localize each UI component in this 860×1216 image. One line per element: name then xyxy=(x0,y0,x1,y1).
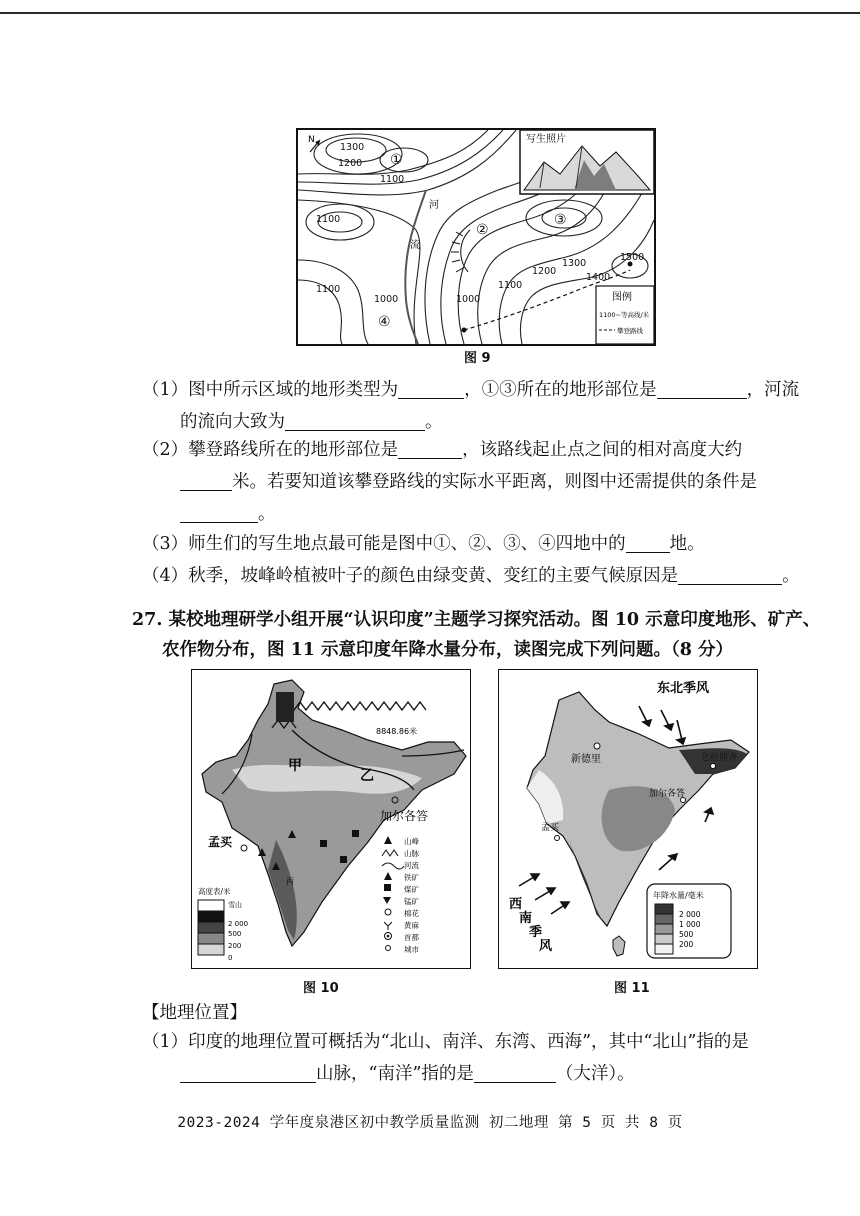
svg-text:河流: 河流 xyxy=(404,861,419,870)
route-start-point xyxy=(462,328,467,333)
q26-4-line xyxy=(142,559,800,593)
region-yi-label: 乙 xyxy=(360,768,374,784)
q26-2-line2 xyxy=(180,465,757,499)
q26-4-text-a: （4）秋季，坡峰岭植被叶子的颜色由绿变黄、变红的主要气候原因是 xyxy=(142,566,679,586)
svg-text:棉花: 棉花 xyxy=(404,909,419,918)
q26-4-text-b: 。 xyxy=(782,566,800,586)
svg-text:1000: 1000 xyxy=(374,294,399,305)
ne-monsoon-label: 东北季风 xyxy=(657,681,710,696)
legend-title: 图例 xyxy=(612,292,632,303)
figure-11-caption: 图 11 xyxy=(614,981,650,996)
sketch-photo-inset xyxy=(520,130,654,194)
svg-text:500: 500 xyxy=(679,930,694,939)
cotton-symbol-icon xyxy=(385,909,391,915)
svg-text:1100: 1100 xyxy=(498,280,523,291)
svg-text:风: 风 xyxy=(539,939,553,954)
kolkata-label: 加尔各答 xyxy=(380,809,429,823)
fig9-legend xyxy=(596,286,654,344)
svg-text:1300: 1300 xyxy=(562,258,587,269)
figure-10-caption: 图 10 xyxy=(303,981,339,996)
q27-1-text-b: 山脉，“南洋”指的是 xyxy=(316,1064,474,1084)
q27-1-text-a: （1）印度的地理位置可概括为“北山、南洋、东湾、西海”，其中“北山”指的是 xyxy=(142,1032,749,1052)
section-title: 【地理位置】 xyxy=(142,1003,247,1023)
q26-2-text-a: （2）攀登路线所在的地形部位是 xyxy=(142,440,399,460)
q26-3-text-a: （3）师生们的写生地点最可能是图中①、②、③、④四地中的 xyxy=(142,534,626,554)
svg-text:季: 季 xyxy=(529,925,543,940)
north-label: N xyxy=(308,135,315,145)
new-delhi-label: 新德里 xyxy=(571,754,601,765)
symbol-legend xyxy=(382,836,419,954)
q26-1-text-c: ，河流 xyxy=(746,380,800,400)
svg-text:1500: 1500 xyxy=(620,252,645,263)
q27-1-text-c: （大洋）。 xyxy=(555,1064,635,1084)
q26-1-text-d: 的流向大致为 xyxy=(180,412,285,432)
svg-text:0: 0 xyxy=(228,954,233,962)
answer-blank[interactable] xyxy=(678,564,782,585)
region-bing-label: 丙 xyxy=(286,877,294,886)
q26-1-text-b: ，①③所在的地形部位是 xyxy=(464,380,657,400)
q27-intro-line2: 农作物分布，图 11 示意印度年降水量分布，读图完成下列问题。（8 分） xyxy=(162,640,734,660)
svg-text:1 000: 1 000 xyxy=(679,920,701,929)
answer-blank[interactable] xyxy=(180,502,258,523)
mumbai-marker xyxy=(555,836,560,841)
q26-1-text-e: 。 xyxy=(425,412,443,432)
svg-text:1200: 1200 xyxy=(532,266,557,277)
q27-1-line2 xyxy=(180,1057,635,1091)
point-4-label: ④ xyxy=(378,314,391,330)
svg-text:500: 500 xyxy=(228,930,242,938)
answer-blank[interactable] xyxy=(285,410,425,431)
q26-3-text-b: 地。 xyxy=(669,534,705,554)
answer-blank[interactable] xyxy=(398,438,462,459)
river-line xyxy=(405,190,426,344)
rainfall-legend xyxy=(647,884,731,958)
figure-11-india-rainfall-map xyxy=(498,669,758,969)
point-1-label: ① xyxy=(390,152,403,168)
svg-text:锰矿: 锰矿 xyxy=(404,897,419,906)
point-2-label: ② xyxy=(476,222,489,238)
top-border-line xyxy=(0,12,860,14)
mumbai-label: 孟买 xyxy=(208,835,233,849)
cherrapunji-label: 乞拉朋齐 xyxy=(701,753,738,763)
svg-text:200: 200 xyxy=(228,942,242,950)
figure-10-india-terrain-map xyxy=(191,669,471,969)
region-jia-label: 甲 xyxy=(288,758,302,774)
cherrapunji-marker xyxy=(711,764,716,769)
india-terrain-svg xyxy=(192,670,470,968)
page-footer: 2023-2024 学年度泉港区初中教学质量监测 初二地理 第 5 页 共 8 页 xyxy=(177,1115,683,1131)
legend-contour-text: 1100~等高线/米 xyxy=(599,311,650,319)
q26-2-text-b: ，该路线起止点之间的相对高度大约 xyxy=(462,440,743,460)
point-3-label: ③ xyxy=(554,212,567,228)
q26-2-text-d: 。 xyxy=(258,504,276,524)
coal-symbol-icon xyxy=(384,884,391,891)
answer-blank[interactable] xyxy=(657,378,747,399)
answer-blank[interactable] xyxy=(474,1062,556,1083)
rainfall-legend-title: 年降水量/毫米 xyxy=(653,891,704,900)
north-arrow-icon xyxy=(308,135,320,152)
kolkata-label: 加尔各答 xyxy=(649,789,686,799)
river-char-1: 河 xyxy=(429,200,439,211)
figure-9-contour-map xyxy=(296,128,656,346)
svg-text:1300: 1300 xyxy=(340,142,365,153)
jute-symbol-icon xyxy=(384,922,392,930)
svg-text:南: 南 xyxy=(519,911,533,926)
answer-blank[interactable] xyxy=(626,532,670,553)
svg-text:1100: 1100 xyxy=(380,174,405,185)
kashmir-highland xyxy=(276,692,294,722)
svg-text:1100: 1100 xyxy=(316,214,341,225)
svg-text:1100: 1100 xyxy=(316,284,341,295)
everest-height: 8848.86米 xyxy=(376,727,418,736)
new-delhi-marker xyxy=(594,743,600,749)
legend-route-text: 攀登路线 xyxy=(617,327,643,335)
answer-blank[interactable] xyxy=(180,1062,316,1083)
river-char-2: 流 xyxy=(410,240,420,251)
sri-lanka-island xyxy=(613,936,625,956)
cliff-symbol xyxy=(451,230,470,272)
q27-1-line1 xyxy=(142,1025,749,1059)
svg-text:200: 200 xyxy=(679,940,694,949)
svg-text:2 000: 2 000 xyxy=(679,910,701,919)
svg-text:铁矿: 铁矿 xyxy=(404,873,419,882)
svg-text:西: 西 xyxy=(509,897,523,912)
manganese-symbol-icon xyxy=(383,897,391,904)
svg-text:2 000: 2 000 xyxy=(228,920,249,928)
svg-text:雪山: 雪山 xyxy=(228,901,242,909)
peak-symbol-icon xyxy=(384,836,392,844)
q26-2-line3 xyxy=(180,497,276,531)
q26-2-text-c: 米。若要知道该攀登路线的实际水平距离，则图中还需提供的条件是 xyxy=(232,472,757,492)
answer-blank[interactable] xyxy=(398,378,464,399)
svg-text:1400: 1400 xyxy=(586,272,611,283)
q26-3-line xyxy=(142,527,705,561)
mumbai-label: 孟买 xyxy=(541,823,560,833)
photo-label: 写生照片 xyxy=(526,134,566,145)
answer-blank[interactable] xyxy=(180,470,232,491)
svg-text:1000: 1000 xyxy=(456,294,481,305)
q27-intro-line1: 27. 某校地理研学小组开展“认识印度”主题学习探究活动。图 10 示意印度地形、矿产、 xyxy=(132,610,821,630)
range-symbol-icon xyxy=(382,850,398,856)
svg-text:山峰: 山峰 xyxy=(404,837,419,846)
svg-text:山脉: 山脉 xyxy=(404,849,419,858)
india-rainfall-svg xyxy=(499,670,757,968)
contour-map-svg xyxy=(298,130,654,344)
mumbai-marker xyxy=(241,845,247,851)
svg-text:黄麻: 黄麻 xyxy=(404,921,419,930)
river-symbol-icon xyxy=(382,863,404,869)
city-symbol-icon xyxy=(386,946,391,951)
svg-text:煤矿: 煤矿 xyxy=(404,885,419,894)
sw-monsoon-label xyxy=(509,896,553,954)
svg-text:城市: 城市 xyxy=(404,945,419,954)
figure-9-caption: 图 9 xyxy=(464,351,491,366)
iron-symbol-icon xyxy=(384,872,392,880)
q26-1-line1 xyxy=(142,373,799,407)
svg-text:1200: 1200 xyxy=(338,158,363,169)
elevation-legend xyxy=(198,886,248,962)
elevation-legend-title: 高度表/米 xyxy=(198,887,231,896)
q26-1-text-a: （1）图中所示区域的地形类型为 xyxy=(142,380,399,400)
svg-text:首都: 首都 xyxy=(404,933,419,942)
q26-2-line1 xyxy=(142,433,742,467)
